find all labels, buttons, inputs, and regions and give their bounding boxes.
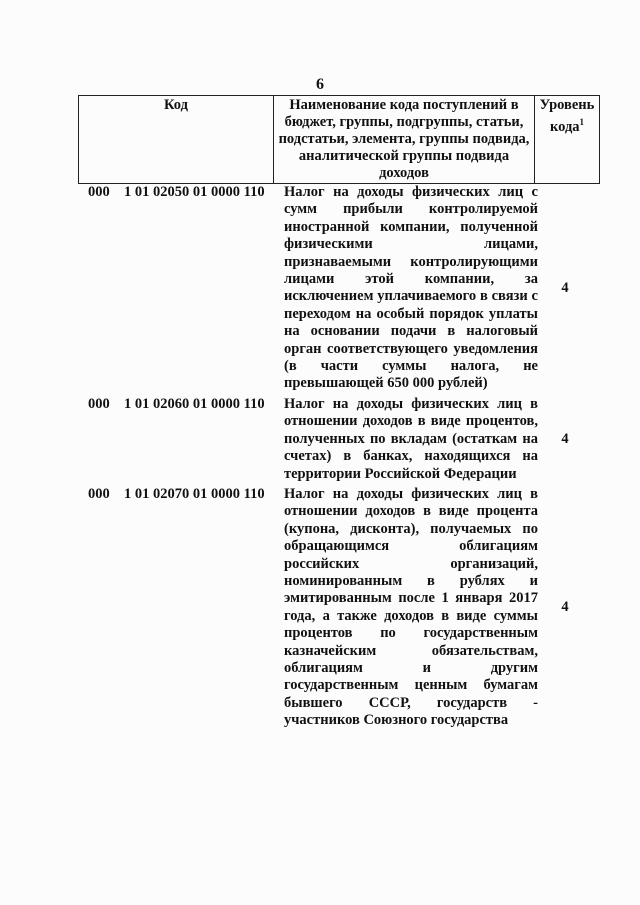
table-row — [78, 396, 608, 483]
header-level-label: Уровень кода — [539, 97, 595, 135]
table-header — [78, 95, 600, 184]
row-code: 1 01 02050 01 0000 110 — [124, 184, 265, 200]
row-prefix: 000 — [88, 395, 110, 412]
row-level: 4 — [561, 279, 569, 296]
header-name-label: Наименование кода поступлений в бюджет, группы, подгруппы, статьи, подстатьи, элемента, группы подвида, аналитической группы подвида доходов — [278, 97, 530, 181]
row-name: Налог на доходы физических лиц с сумм прибыли контролируемой иностранной компании, полученной физическими лицами, признаваемыми контролирующими лицами этой компании, за исключением уплачиваемого в связи с переходом на особый порядок уплаты на основании подачи в налоговый орган соответствующего уведомления (в части суммы налога, не превышающей 650 000 рублей) — [284, 184, 538, 392]
row-level: 4 — [561, 599, 569, 616]
row-code: 1 01 02070 01 0000 110 — [124, 485, 265, 502]
table-row — [78, 184, 608, 393]
header-name-cell — [274, 96, 535, 184]
header-level-cell — [535, 96, 600, 184]
row-name: Налог на доходы физических лиц в отношении доходов в виде процента (купона, дисконта), получаемых по обращающимся облигациям российских организаций, номинированным в рублях и эмитированным после 1 января 2017 года, а также доходов в виде суммы процентов по государственным казначейским обязательствам, облигациям и другим государственным ценным бумагам бывшего СССР, государств - участников Союзного государства — [284, 485, 538, 729]
row-name: Налог на доходы физических лиц в отношении доходов в виде процентов, полученных по вкладам (остаткам на счетах) в банках, находящихся на территории Российской Федерации — [284, 395, 538, 482]
row-prefix: 000 — [88, 485, 110, 502]
row-code: 1 01 02060 01 0000 110 — [124, 395, 265, 412]
footnote-marker: 1 — [579, 117, 585, 127]
page-number: 6 — [316, 76, 324, 93]
table-row — [78, 486, 608, 730]
row-level: 4 — [561, 430, 569, 447]
header-code-label: Код — [164, 97, 188, 113]
header-code-cell — [79, 96, 274, 184]
row-prefix: 000 — [88, 184, 110, 200]
table-body — [78, 184, 608, 733]
